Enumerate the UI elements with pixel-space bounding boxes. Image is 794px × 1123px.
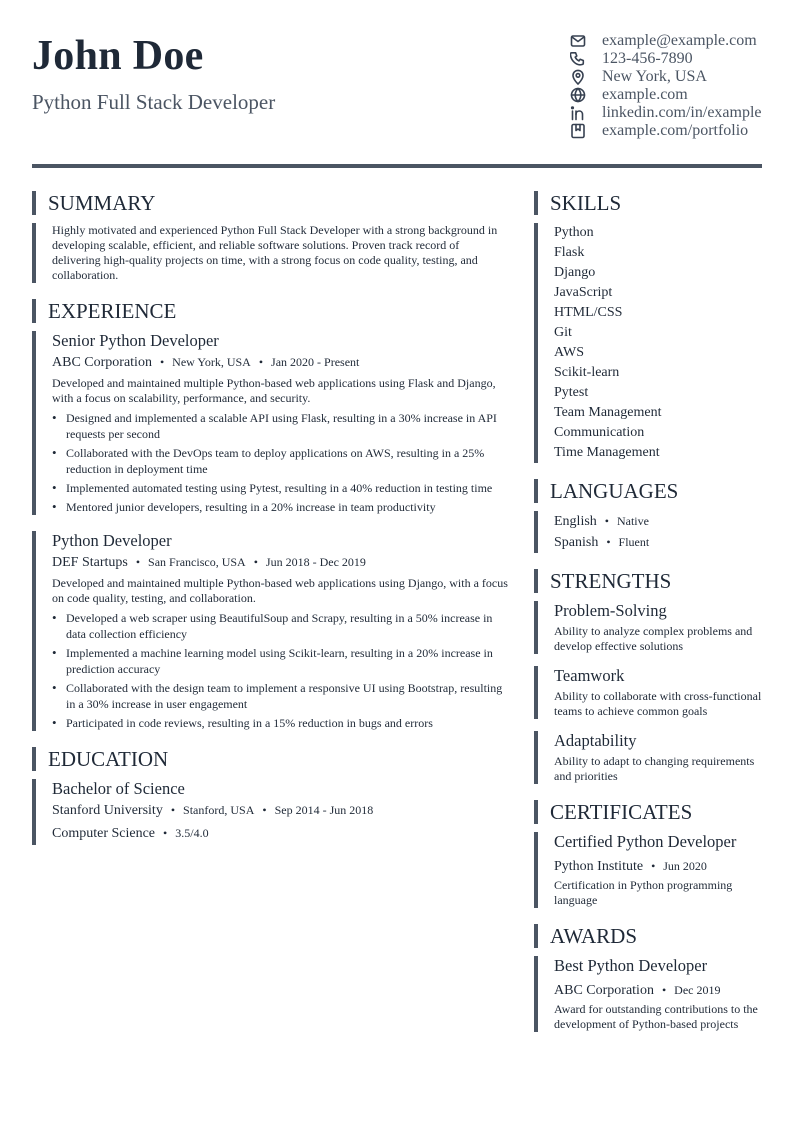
job-achievements bbox=[52, 610, 512, 731]
skills-list bbox=[554, 223, 764, 463]
achievement-item: • Mentored junior developers, resulting in a 20% increase in team productivity bbox=[52, 499, 512, 515]
contact-website-text: example.com bbox=[602, 86, 688, 103]
language-level: Native bbox=[616, 514, 649, 528]
skill-item: Scikit-learn bbox=[554, 365, 620, 380]
contact-portfolio[interactable] bbox=[569, 122, 794, 140]
separator-dot: • bbox=[606, 535, 611, 549]
job-location: New York, USA bbox=[172, 355, 251, 369]
certificate-date: Jun 2020 bbox=[663, 859, 707, 873]
strength-desc: Ability to collaborate with cross-functional teams to achieve common goals bbox=[554, 689, 762, 718]
separator-dot: • bbox=[262, 803, 267, 817]
skills-section bbox=[534, 191, 764, 463]
contact-linkedin-text: linkedin.com/in/example bbox=[602, 104, 762, 121]
certificates-section bbox=[534, 800, 764, 908]
education-heading: EDUCATION bbox=[32, 747, 512, 771]
languages-heading: LANGUAGES bbox=[534, 479, 764, 503]
resume-header bbox=[32, 28, 762, 146]
skill-item: Git bbox=[554, 325, 572, 340]
linkedin-icon bbox=[569, 104, 587, 122]
strength-title: Adaptability bbox=[554, 731, 637, 750]
certificate-title: Certified Python Developer bbox=[554, 832, 737, 851]
skill-item: Pytest bbox=[554, 385, 589, 400]
strength-item bbox=[534, 731, 764, 784]
job-description: Developed and maintained multiple Python-based web applications using Django, with a focus on code quality, testing, and collaboration. bbox=[52, 576, 508, 605]
job-description: Developed and maintained multiple Python-based web applications using Flask and Django, with a focus on scalability, performance, and security. bbox=[52, 376, 496, 405]
achievement-item: • Implemented automated testing using Pytest, resulting in a 40% reduction in testing time bbox=[52, 480, 512, 496]
job-company: DEF Startups bbox=[52, 555, 128, 570]
summary-section bbox=[32, 191, 512, 283]
award-meta bbox=[554, 979, 764, 1002]
separator-dot: • bbox=[651, 859, 656, 873]
summary-body bbox=[32, 223, 512, 283]
language-level: Fluent bbox=[618, 535, 650, 549]
skill-item: AWS bbox=[554, 345, 584, 360]
education-meta bbox=[52, 799, 512, 822]
award-date: Dec 2019 bbox=[674, 983, 721, 997]
phone-icon bbox=[569, 50, 587, 68]
globe-icon bbox=[569, 86, 587, 104]
achievement-item: • Developed a web scraper using BeautifulSoup and Scrapy, resulting in a 50% increase in data collection efficiency bbox=[52, 610, 512, 642]
separator-dot: • bbox=[258, 355, 264, 369]
job-dates: Jun 2018 - Dec 2019 bbox=[265, 555, 366, 569]
experience-heading: EXPERIENCE bbox=[32, 299, 512, 323]
award-title: Best Python Developer bbox=[554, 956, 708, 975]
school: Stanford University bbox=[52, 803, 163, 818]
contact-phone[interactable] bbox=[569, 50, 794, 68]
job-meta bbox=[52, 351, 512, 374]
contact-linkedin[interactable] bbox=[569, 104, 794, 122]
job-achievements bbox=[52, 410, 512, 515]
separator-dot: • bbox=[159, 355, 165, 369]
language-item bbox=[554, 511, 764, 532]
job-location: San Francisco, USA bbox=[148, 555, 246, 569]
contact-website[interactable] bbox=[569, 86, 794, 104]
award-item bbox=[534, 956, 764, 1032]
strength-item bbox=[534, 601, 764, 654]
skills-body bbox=[534, 223, 764, 463]
language-item bbox=[554, 532, 764, 553]
location-pin-icon bbox=[569, 68, 587, 86]
awards-heading: AWARDS bbox=[534, 924, 764, 948]
strength-item bbox=[534, 666, 764, 719]
skill-item: Python bbox=[554, 225, 594, 240]
portfolio-icon bbox=[569, 122, 587, 140]
achievement-item: • Participated in code reviews, resulting in a 15% reduction in bugs and errors bbox=[52, 715, 512, 731]
candidate-name: John Doe bbox=[32, 33, 204, 79]
school-location: Stanford, USA bbox=[183, 803, 255, 817]
job-company: ABC Corporation bbox=[52, 355, 152, 370]
strengths-heading: STRENGTHS bbox=[534, 569, 764, 593]
strength-desc: Ability to adapt to changing requirements and priorities bbox=[554, 754, 755, 783]
degree: Bachelor of Science bbox=[52, 779, 185, 798]
left-column bbox=[32, 191, 512, 845]
strength-title: Problem-Solving bbox=[554, 601, 667, 620]
job-dates: Jan 2020 - Present bbox=[271, 355, 360, 369]
separator-dot: • bbox=[661, 983, 667, 997]
education-field bbox=[52, 822, 512, 845]
education-section bbox=[32, 747, 512, 845]
field-of-study: Computer Science bbox=[52, 826, 156, 841]
candidate-title: Python Full Stack Developer bbox=[32, 90, 276, 114]
experience-section bbox=[32, 299, 512, 731]
achievement-item: • Designed and implemented a scalable API using Flask, resulting in a 30% increase in API requests per second bbox=[52, 410, 512, 442]
achievement-item: • Implemented a machine learning model using Scikit-learn, resulting in a 20% increase in prediction accuracy bbox=[52, 645, 512, 677]
header-divider bbox=[32, 164, 762, 168]
education-dates: Sep 2014 - Jun 2018 bbox=[274, 803, 374, 817]
skill-item: JavaScript bbox=[554, 285, 613, 300]
certificate-desc: Certification in Python programming language bbox=[554, 878, 733, 907]
achievement-item: • Collaborated with the DevOps team to deploy applications on AWS, resulting in a 25% reduction in deployment time bbox=[52, 445, 512, 477]
summary-text: Highly motivated and experienced Python Full Stack Developer with a strong background in developing scalable, efficient, and reliable software solutions. Proven track record of delivering high-quality projects on time, with a strong focus on code quality, testing, and collaboration. bbox=[52, 223, 498, 282]
skill-item: HTML/CSS bbox=[554, 305, 623, 320]
contact-phone-text: 123-456-7890 bbox=[602, 50, 693, 67]
contact-location-text: New York, USA bbox=[602, 68, 707, 85]
languages-body bbox=[534, 511, 764, 553]
strength-desc: Ability to analyze complex problems and develop effective solutions bbox=[554, 624, 753, 653]
contact-location bbox=[569, 68, 794, 86]
language-name: English bbox=[554, 514, 597, 529]
certificate-item bbox=[534, 832, 764, 908]
skill-item: Django bbox=[554, 265, 596, 280]
separator-dot: • bbox=[170, 803, 176, 817]
skill-item: Team Management bbox=[554, 405, 662, 420]
gpa: 3.5/4.0 bbox=[175, 826, 209, 840]
languages-section bbox=[534, 479, 764, 553]
skill-item: Communication bbox=[554, 425, 645, 440]
mail-icon bbox=[569, 32, 587, 50]
separator-dot: • bbox=[253, 555, 258, 569]
separator-dot: • bbox=[604, 514, 609, 528]
contact-info bbox=[569, 32, 794, 140]
job-meta bbox=[52, 551, 512, 574]
award-issuer: ABC Corporation bbox=[554, 983, 654, 998]
awards-section bbox=[534, 924, 764, 1032]
summary-heading: SUMMARY bbox=[32, 191, 512, 215]
strength-title: Teamwork bbox=[554, 666, 625, 685]
job-title: Senior Python Developer bbox=[52, 331, 219, 350]
certificates-heading: CERTIFICATES bbox=[534, 800, 764, 824]
award-desc: Award for outstanding contributions to the development of Python-based projects bbox=[554, 1002, 758, 1031]
certificate-meta bbox=[554, 855, 764, 878]
skill-item: Flask bbox=[554, 245, 585, 260]
contact-email[interactable] bbox=[569, 32, 794, 50]
strengths-section bbox=[534, 569, 764, 784]
skill-item: Time Management bbox=[554, 445, 660, 460]
achievement-item: • Collaborated with the design team to implement a responsive UI using Bootstrap, resulting in a 30% increase in user engagement bbox=[52, 680, 512, 712]
education-entry bbox=[32, 779, 512, 845]
right-column bbox=[534, 191, 764, 1032]
experience-entry bbox=[32, 531, 512, 731]
language-name: Spanish bbox=[554, 535, 599, 550]
experience-entry bbox=[32, 331, 512, 515]
contact-portfolio-text: example.com/portfolio bbox=[602, 122, 749, 139]
contact-email-text: example@example.com bbox=[602, 32, 757, 49]
certificate-issuer: Python Institute bbox=[554, 859, 644, 874]
separator-dot: • bbox=[163, 826, 168, 840]
skills-heading: SKILLS bbox=[534, 191, 764, 215]
job-title: Python Developer bbox=[52, 531, 172, 550]
separator-dot: • bbox=[135, 555, 141, 569]
